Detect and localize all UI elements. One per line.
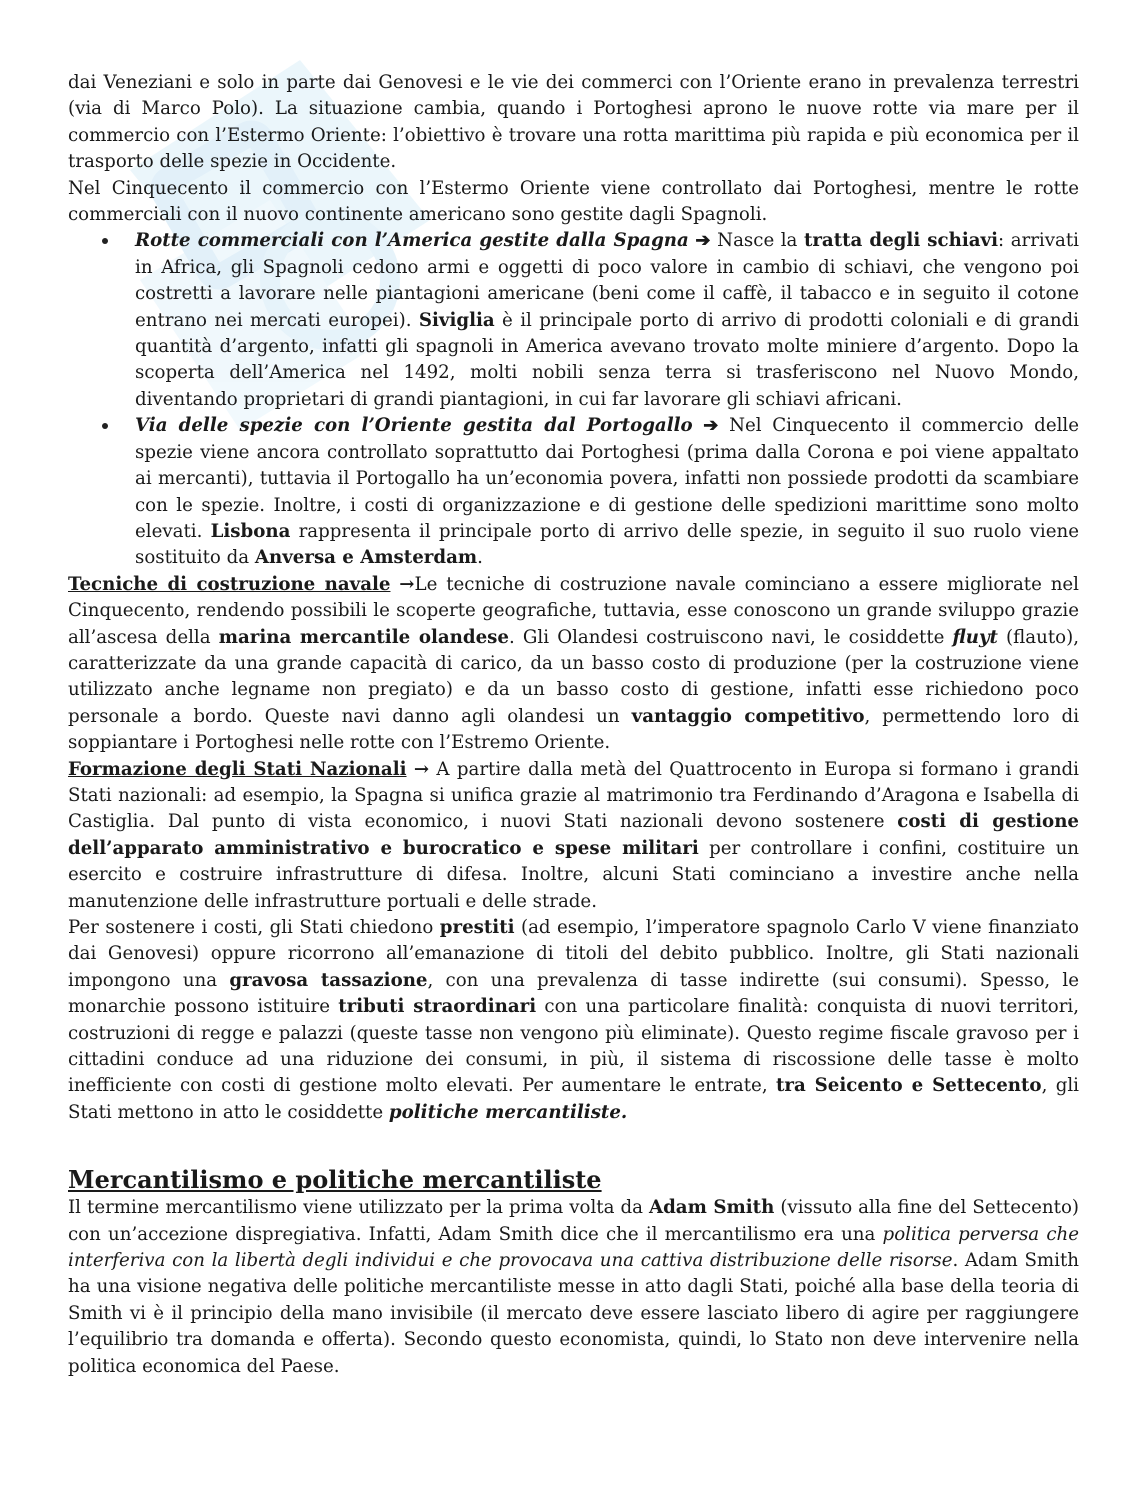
costi-paragraph xyxy=(68,915,1079,1126)
text-run: Nel Cinquecento il commercio delle spezie viene ancora controllato soprattutto dai Portoghesi (prima dalla Corona e poi viene appaltato ai mercanti), tuttavia il Portogallo ha un’economia povera, infatti non possiede prodotti da scambiare con le spezie. Inoltre, i costi di organizzazione e di gestione delle spedizioni marittime sono molto elevati. xyxy=(135,415,1079,542)
bold-italic-term: politiche mercantiliste. xyxy=(388,1101,628,1123)
intro-paragraph-2: Nel Cinquecento il commercio con l’Estermo Oriente viene controllato dai Portoghesi, mentre le rotte commerciali con il nuovo continente americano sono gestite dagli Spagnoli. xyxy=(68,177,1079,226)
bullet-list xyxy=(68,228,1079,571)
text-run: , gli Stati mettono in atto le cosiddette xyxy=(68,1075,1079,1123)
text-run: (flauto), caratterizzate da una grande capacità di carico, da un basso costo di produzione (per la costruzione viene utilizzato anche legname non pregiato) e da un basso costo di gestione, infatti esse richiedono poco personale a bordo. Queste navi danno agli olandesi un xyxy=(68,626,1079,727)
bold-term: tra Seicento e Settecento xyxy=(775,1075,1042,1097)
bold-term: tributi straordinari xyxy=(338,996,537,1018)
document-page xyxy=(68,70,1079,1380)
text-run: , permettendo loro di soppiantare i Portoghesi nelle rotte con l’Estremo Oriente. xyxy=(68,705,1080,754)
section-heading: Formazione degli Stati Nazionali xyxy=(68,758,407,780)
bold-italic-term: fluyt xyxy=(952,626,998,648)
intro-paragraph-1: dai Veneziani e solo in parte dai Genovesi e le vie dei commerci con l’Oriente erano in prevalenza terrestri (via di Marco Polo). La situazione cambia, quando i Portoghesi aprono le nuove rotte via mare per il commercio con l’Estermo Oriente: l’obiettivo è trovare una rotta marittima più rapida e più economica per il trasporto delle spezie in Occidente. xyxy=(68,72,1079,173)
bold-term: marina mercantile olandese xyxy=(218,626,509,648)
mercantilismo-heading: Mercantilismo e politiche mercantiliste xyxy=(68,1165,602,1195)
text-run: Nasce la xyxy=(710,230,804,252)
bold-term: Lisbona xyxy=(210,520,291,542)
text-run: . xyxy=(477,547,483,569)
arrow-icon: ➔ xyxy=(703,415,719,437)
bold-term: prestiti xyxy=(439,917,515,938)
bold-term: Siviglia xyxy=(418,309,495,331)
navale-paragraph xyxy=(68,572,1079,757)
arrow-icon: ➔ xyxy=(695,230,711,252)
bullet-item-portogallo xyxy=(68,413,1079,571)
bullet-item-spagna xyxy=(68,228,1079,413)
text-run: Il termine mercantilismo viene utilizzato per la prima volta da xyxy=(68,1197,649,1219)
text-run: A partire dalla metà del Quattrocento in Europa si formano i grandi Stati nazionali: ad esempio, la Spagna si unifica grazie al matrimonio tra Ferdinando d’Aragona e Isabella di Castiglia. Dal punto di vista economico, i nuovi Stati nazionali devono sostenere xyxy=(68,758,1079,833)
text-run: (ad esempio, l’imperatore spagnolo Carlo V viene finanziato dai Genovesi) oppure ricorrono all’emanazione di titoli del debito pubblico. Inoltre, gli Stati nazionali impongono una xyxy=(68,917,1079,991)
bold-term: Adam Smith xyxy=(648,1197,775,1219)
text-run: con una particolare finalità: conquista di nuovi territori, costruzioni di regge e palazzi (queste tasse non vengono più eliminate). Questo regime fiscale gravoso per i cittadini conduce ad una riduzione dei consumi, in più, il sistema di riscossione delle tasse è molto inefficiente con costi di gestione molto elevati. Per aumentare le entrate, xyxy=(68,996,1080,1097)
mercantilismo-paragraph xyxy=(68,1195,1079,1380)
text-run: , con una prevalenza di tasse indirette (sui consumi). Spesso, le monarchie possono istituire xyxy=(68,969,1079,1018)
bullet-title: Rotte commerciali con l’America gestite dalla Spagna xyxy=(135,230,689,252)
text-run: rappresenta il principale porto di arrivo delle spezie, in seguito il suo ruolo viene sostituito da xyxy=(135,520,1079,569)
text-run: . Gli Olandesi costruiscono navi, le cosiddette xyxy=(509,626,953,648)
text-run: : arrivati in Africa, gli Spagnoli cedono armi e oggetti di poco valore in cambio di schiavi, che vengono poi costretti a lavorare nelle piantagioni americane (beni come il caffè, il tabacco e in seguito il cotone entrano nei mercati europei). xyxy=(135,230,1079,331)
bullet-title: Via delle spezie con l’Oriente gestita dal Portogallo xyxy=(135,415,693,437)
arrow-icon: → xyxy=(413,758,430,780)
bold-term: gravosa tassazione xyxy=(229,969,428,991)
italic-quote: politica perversa che interferiva con la libertà degli individui e che provocava una cattiva distribuzione delle risorse xyxy=(68,1223,1079,1272)
bold-term: tratta degli schiavi xyxy=(803,230,999,252)
text-run: Per sostenere i costi, gli Stati chiedono xyxy=(68,917,440,938)
bold-term: vantaggio competitivo xyxy=(631,705,865,727)
bold-term: costi di gestione dell’apparato amministrativo e burocratico e spese militari xyxy=(68,811,1079,859)
bullet-dot-icon xyxy=(102,238,108,244)
text-run: per controllare i confini, costituire un esercito e costruire infrastrutture di difesa. Inoltre, alcuni Stati cominciano a investire anche nella manutenzione delle infrastrutture portuali e delle strade. xyxy=(68,837,1080,912)
text-run: è il principale porto di arrivo di prodotti coloniali e di grandi quantità d’argento, infatti gli spagnoli in America avevano trovato molte miniere d’argento. Dopo la scoperta dell’America nel 1492, molti nobili senza terra si trasferiscono nel Nuovo Mondo, diventando proprietari di grandi piantagioni, in cui far lavorare gli schiavi africani. xyxy=(135,309,1079,410)
text-run: (vissuto alla fine del Settecento) con un’accezione dispregiativa. Infatti, Adam Smith dice che il mercantilismo era una xyxy=(68,1197,1079,1245)
stati-paragraph xyxy=(68,757,1079,915)
text-run: Le tecniche di costruzione navale cominciano a essere migliorate nel Cinquecento, rendendo possibili le scoperte geografiche, tuttavia, esse conoscono un grande sviluppo grazie all’ascesa della xyxy=(68,573,1079,648)
section-heading: Tecniche di costruzione navale xyxy=(68,573,391,595)
bullet-dot-icon xyxy=(102,423,108,429)
text-run: . Adam Smith ha una visione negativa delle politiche mercantiliste messe in atto dagli Stati, poiché alla base della teoria di Smith vi è il principio della mano invisibile (il mercato deve essere lasciato libero di agire per raggiungere l’equilibrio tra domanda e offerta). Secondo questo economista, quindi, lo Stato non deve intervenire nella politica economica del Paese. xyxy=(68,1250,1079,1377)
arrow-icon: → xyxy=(399,573,415,595)
bold-term: Anversa e Amsterdam xyxy=(254,547,478,569)
